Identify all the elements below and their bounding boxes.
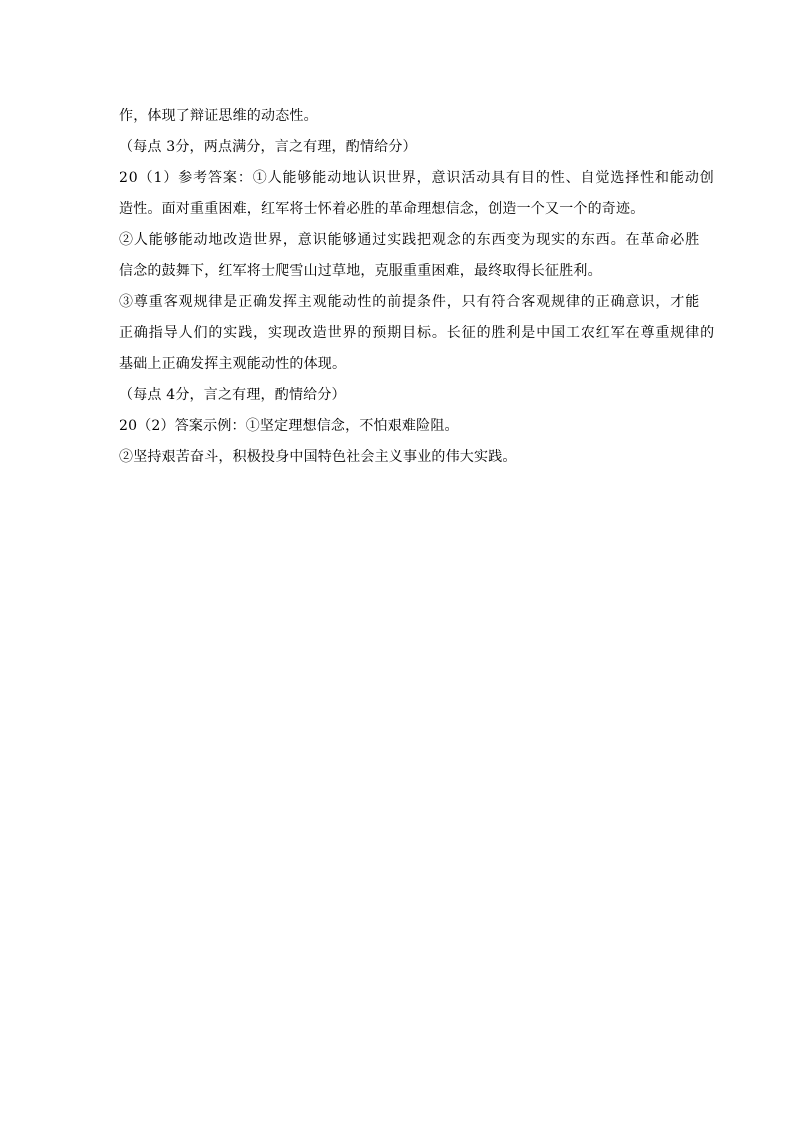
answer-20-1-point-2: ②人能够能动地改造世界，意识能够通过实践把观念的东西变为现实的东西。在革命必胜 xyxy=(119,232,701,248)
answer-20-1-point-2-cont: 信念的鼓舞下，红军将士爬雪山过草地，克服重重困难，最终取得长征胜利。 xyxy=(119,263,602,279)
answer-20-1-heading: 20（1）参考答案：①人能够能动地认识世界，意识活动具有目的性、自觉选择性和能动创 xyxy=(119,170,715,186)
answer-line-continuation: 作，体现了辩证思维的动态性。 xyxy=(119,108,318,124)
scoring-note-1: （每点 3分，两点满分，言之有理，酌情给分） xyxy=(119,139,417,155)
answer-20-2-heading: 20（2）答案示例：①坚定理想信念，不怕艰难险阻。 xyxy=(119,418,459,434)
answer-20-1-point-3-end: 基础上正确发挥主观能动性的体现。 xyxy=(119,356,347,372)
answer-20-1-point-1-cont: 造性。面对重重困难，红军将士怀着必胜的革命理想信念，创造一个又一个的奇迹。 xyxy=(119,201,645,217)
answer-20-2-point-2: ②坚持艰苦奋斗，积极投身中国特色社会主义事业的伟大实践。 xyxy=(119,449,517,465)
scoring-note-2: （每点 4分，言之有理，酌情给分） xyxy=(119,387,346,403)
answer-20-1-point-3-cont: 正确指导人们的实践，实现改造世界的预期目标。长征的胜利是中国工农红军在尊重规律的 xyxy=(119,325,715,341)
answer-20-1-point-3: ③尊重客观规律是正确发挥主观能动性的前提条件，只有符合客观规律的正确意识，才能 xyxy=(119,294,701,310)
answer-text-block xyxy=(119,101,715,473)
